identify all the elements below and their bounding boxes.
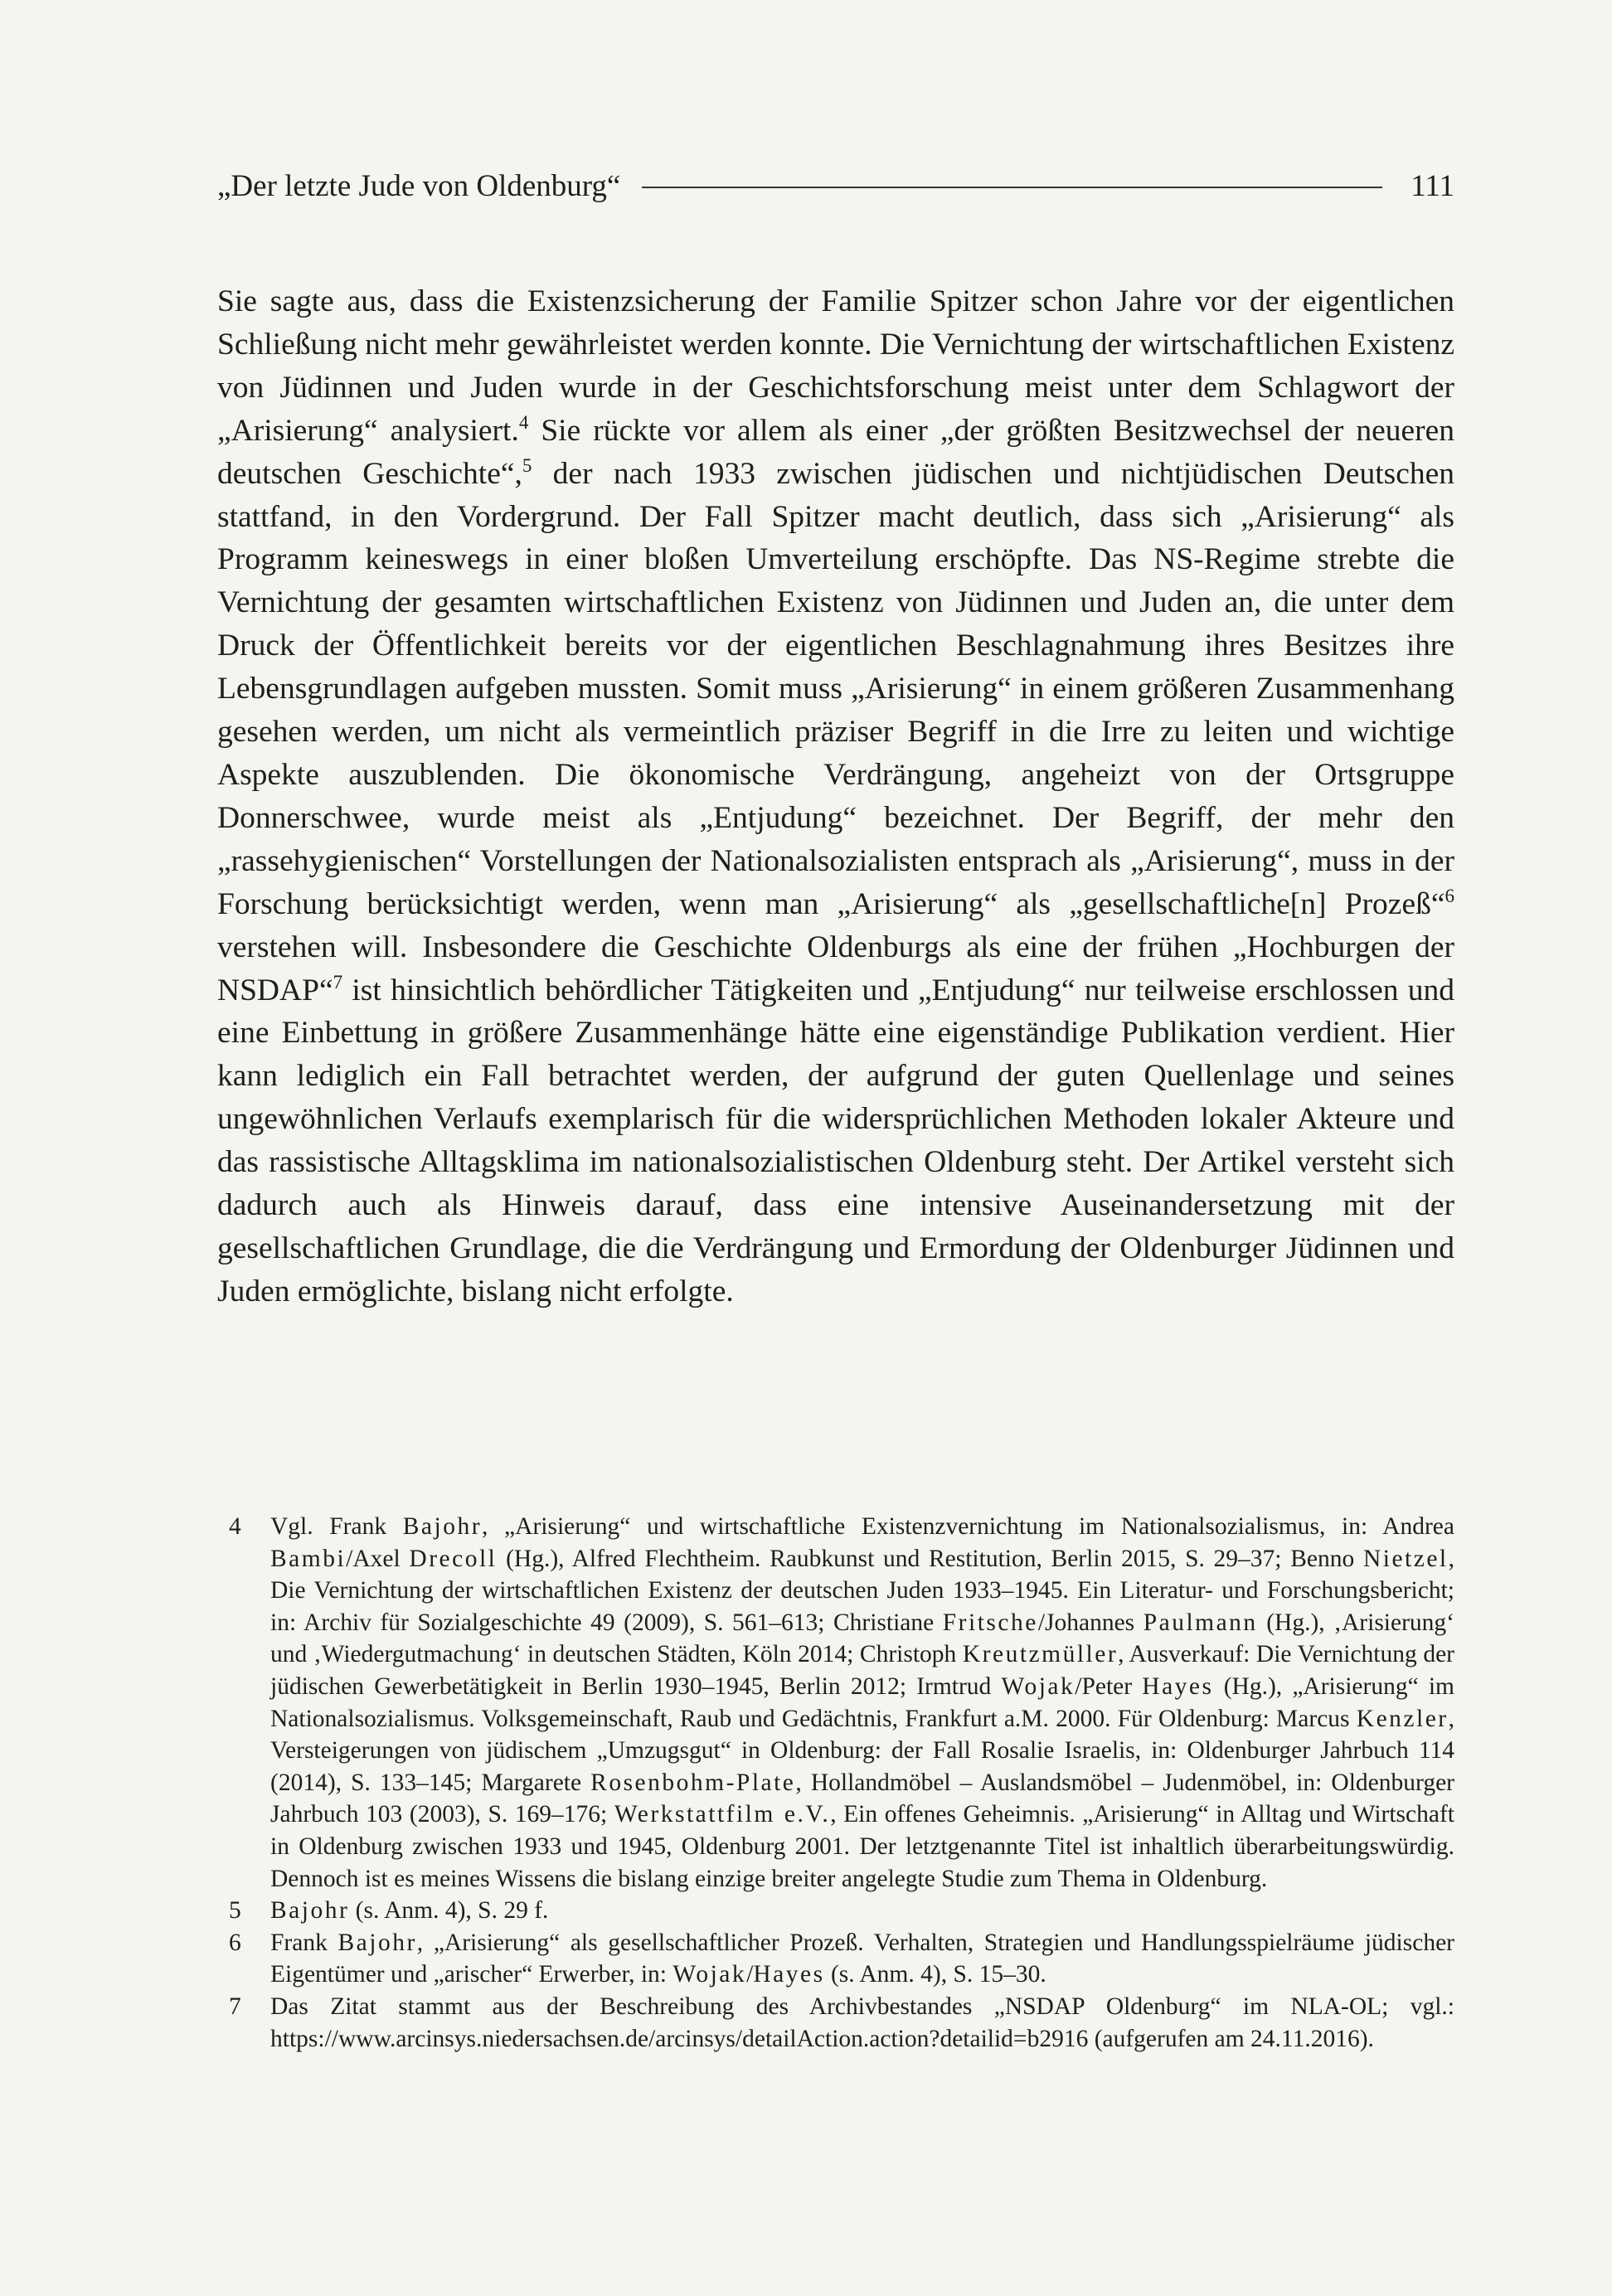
fn-text: /Peter [1075, 1672, 1143, 1700]
author-name: Kenzler [1356, 1705, 1449, 1732]
footnote-7 [229, 1991, 1454, 2055]
author-name: Kreutzmüller [962, 1641, 1119, 1668]
author-name: Rosenbohm-Plate [590, 1769, 796, 1796]
fn-text: , „Arisierung“ als gesellschaftlicher Prozeß. Verhalten, Strategien und Handlungsspielräume jüdischer Eigentümer und „arischer“ Erwerber, in: [270, 1929, 1454, 1988]
author-name: Hayes [1142, 1672, 1214, 1700]
fn-text: (Hg.), Alfred Flechtheim. Raubkunst und Restitution, Berlin 2015, S. 29–37; Benno [497, 1545, 1363, 1572]
author-name: Paulmann [1143, 1609, 1258, 1636]
fn-text: Vgl. Frank [270, 1513, 403, 1540]
fn-text: , Ein offenes Geheimnis. „Arisierung“ in Alltag und Wirtschaft in Oldenburg zwischen 1933 und 1945, Oldenburg 2001. Der letztgenannte Titel ist inhaltlich überarbeitungswürdig. Dennoch ist es meines Wissens die bislang einzige breiter angelegte Studie zum Thema in Oldenburg. [270, 1801, 1454, 1892]
footnote-number: 7 [229, 1993, 241, 2020]
footnote-5 [229, 1895, 1454, 1927]
fn-text: , Versteigerungen von jüdischem „Umzugsgut“ in Oldenburg: der Fall Rosalie Israelis, in: Oldenburger Jahrbuch 114 (2014), S. 133–145; Margarete [270, 1705, 1454, 1796]
footnote-number: 4 [229, 1513, 241, 1540]
body-text-4: verstehen will. Insbesondere die Geschichte Oldenburgs als eine der frühen „Hochburgen der NSDAP“ [217, 930, 1454, 1007]
page-number: 111 [1410, 168, 1454, 203]
header-rule [642, 187, 1382, 188]
fn-text: /Johannes [1037, 1609, 1143, 1636]
author-name: Wojak [1001, 1672, 1075, 1700]
author-name: Bajohr [270, 1897, 350, 1925]
fn-text: Frank [270, 1929, 338, 1956]
footnote-ref-7[interactable]: 7 [333, 971, 343, 993]
footnote-4 [229, 1511, 1454, 1895]
author-name: Bajohr [402, 1513, 483, 1540]
footnote-text [270, 1895, 1454, 1927]
fn-text: , Die Vernichtung der wirtschaftlichen Existenz der deutschen Juden 1933–1945. Ein Literatur- und Forschungsbericht; in: Archiv für Sozialgeschichte 49 (2009), S. 561–613; Christiane [270, 1545, 1454, 1636]
body-text-5: ist hinsichtlich behördlicher Tätigkeiten und „Entjudung“ nur teilweise erschlossen und eine Einbettung in größere Zusammenhänge hätte eine eigenständige Publikation verdient. Hier kann lediglich ein Fall betrachtet werden, der aufgrund der guten Quellenlage und seines ungewöhnlichen Verlaufs exemplarisch für die widersprüchlichen Methoden lokaler Akteure und das rassistische Alltagsklima im nationalsozialistischen Oldenburg steht. Der Artikel versteht sich dadurch auch als Hinweis darauf, dass eine intensive Auseinandersetzung mit der gesellschaftlichen Grundlage, die die Verdrängung und Ermordung der Oldenburger Jüdinnen und Juden ermöglichte, bislang nicht erfolgte. [217, 973, 1454, 1308]
author-name: Hayes [753, 1961, 825, 1988]
fn-text: , „Arisierung“ und wirtschaftliche Existenzvernichtung im Nationalsozialismus, in: Andrea [482, 1513, 1454, 1540]
footnote-ref-6[interactable]: 6 [1444, 885, 1454, 906]
fn-text: (s. Anm. 4), S. 15–30. [824, 1961, 1046, 1988]
author-name: Werkstattfilm e.V. [614, 1801, 831, 1828]
author-name: Nietzel [1362, 1545, 1449, 1572]
body-text-2: Sie rückte vor allem als einer „der größten Besitzwechsel der neueren deutschen Geschichte“, [217, 413, 1454, 491]
fn-text: , Hollandmöbel – Auslandsmöbel – Judenmöbel, in: Oldenburger Jahrbuch 103 (2003), S. 169–176; [270, 1769, 1454, 1828]
running-title: „Der letzte Jude von Oldenburg“ [217, 168, 621, 203]
fn-text: (Hg.), ‚Arisierung‘ und ‚Wiedergutmachung‘ in deutschen Städten, Köln 2014; Christoph [270, 1609, 1454, 1668]
running-header [217, 163, 1454, 209]
footnote-ref-4[interactable]: 4 [518, 411, 529, 433]
author-name: Bajohr [337, 1929, 417, 1956]
fn-text: / [746, 1961, 754, 1988]
footnote-number: 5 [229, 1897, 241, 1925]
footnote-text [270, 1511, 1454, 1895]
author-name: Wojak [672, 1961, 747, 1988]
body-text-3: der nach 1933 zwischen jüdischen und nichtjüdischen Deutschen stattfand, in den Vordergrund. Der Fall Spitzer macht deutlich, dass sich „Arisierung“ als Programm keineswegs in einer bloßen Umverteilung erschöpfte. Das NS-Regime strebte die Vernichtung der gesamten wirtschaftlichen Existenz von Jüdinnen und Juden an, die unter dem Druck der Öffentlichkeit bereits vor der eigentlichen Beschlagnahmung ihres Besitzes ihre Lebensgrundlagen aufgeben mussten. Somit muss „Arisierung“ in einem größeren Zusammenhang gesehen werden, um nicht als vermeintlich präziser Begriff in die Irre zu leiten und wichtige Aspekte auszublenden. Die ökonomische Verdrängung, angeheizt von der Ortsgruppe Donnerschwee, wurde meist als „Entjudung“ bezeichnet. Der Begriff, der mehr den „rassehygienischen“ Vorstellungen der Nationalsozialisten entsprach als „Arisierung“, muss in der Forschung berücksichtigt werden, wenn man „Arisierung“ als „gesellschaftliche[n] Prozeß“ [217, 456, 1454, 921]
footnote-text [270, 1927, 1454, 1991]
body-text-1: Sie sagte aus, dass die Existenzsicherung der Familie Spitzer schon Jahre vor der eigentlichen Schließung nicht mehr gewährleistet werden konnte. Die Vernichtung der wirtschaftlichen Existenz von Jüdinnen und Juden wurde in der Geschichtsforschung meist unter dem Schlagwort der „Arisierung“ analysiert. [217, 284, 1454, 448]
footnote-6 [229, 1927, 1454, 1991]
footnotes [229, 1511, 1454, 2055]
footnote-ref-5[interactable]: 5 [522, 454, 532, 476]
fn-text: , Ausverkauf: Die Vernichtung der jüdischen Gewerbetätigkeit in Berlin 1930–1945, Berlin 2012; Irmtrud [270, 1641, 1454, 1700]
footnote-text: Das Zitat stammt aus der Beschreibung des Archivbestandes „NSDAP Oldenburg“ im NLA-OL; vgl.: https://www.arcinsys.niedersachsen.de/arcinsys/detailAction.action?detailid=b2916 (aufgerufen am 24.11.2016). [270, 1993, 1454, 2052]
author-name: Drecoll [409, 1545, 498, 1572]
body-paragraph [217, 280, 1454, 1313]
fn-text: /Axel [346, 1545, 410, 1572]
author-name: Bambi [270, 1545, 347, 1572]
fn-text: (s. Anm. 4), S. 29 f. [349, 1897, 549, 1925]
author-name: Fritsche [942, 1609, 1038, 1636]
fn-text: (Hg.), „Arisierung“ im Nationalsozialismus. Volksgemeinschaft, Raub und Gedächtnis, Frankfurt a.M. 2000. Für Oldenburg: Marcus [270, 1672, 1455, 1732]
footnote-number: 6 [229, 1929, 241, 1956]
